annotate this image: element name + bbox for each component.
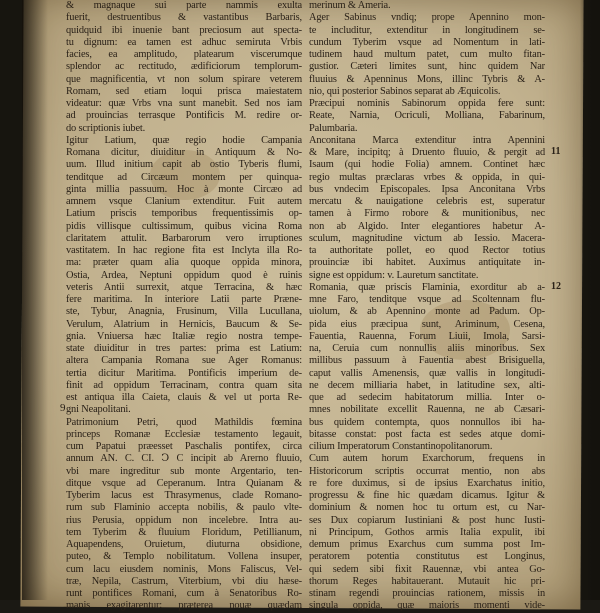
text-line: tertia dicitur Maritima. Pontificis imperium de- bbox=[66, 367, 302, 379]
text-line: annum AN. C. CI. Ↄ C incipit ab Arerno fluuio, bbox=[66, 453, 302, 465]
text-line: dominium & nomen hoc tu ortum est, cu Nar- bbox=[309, 502, 545, 514]
text-line: tenditque ad Circæum montem per quinqua- bbox=[66, 171, 302, 183]
text-line: ste, Tybur, Anagnia, Frusinum, Villa Lucullana, bbox=[66, 306, 302, 318]
text-line: Aquapendens, Oruietum, diuturna obsidione, bbox=[66, 539, 302, 550]
right-page-edge bbox=[580, 0, 600, 600]
text-line: na, Ceruia cum nonnullis aliis minoribus. Sex bbox=[309, 343, 545, 354]
text-line: cum lacu eiusdem nominis, Mons Faliscus, Vel- bbox=[66, 563, 302, 575]
text-line: amnem vsque Clanium extenditur. Fuit autem bbox=[66, 196, 302, 207]
text-line: uiolum, & ab Apennino monte ad Padum. Op- bbox=[309, 306, 545, 318]
text-line: fuerit, destruentibus & vastantibus Barbaris, bbox=[66, 12, 302, 24]
text-line: mne Faro, tenditque vsque ad Scoltennam flu- bbox=[309, 294, 545, 305]
text-line: vastitatem. In hac regione fita est Inclyta illa Ro- bbox=[66, 245, 302, 256]
text-line: cundum Tyberim vsque ad Nomentum in lati- bbox=[309, 36, 545, 48]
text-line: te includitur, extenditur in longitudinem se- bbox=[309, 24, 545, 36]
text-line: ditque vsque ad Ceperanum. Intra Quianam & bbox=[66, 477, 302, 489]
text-line: tem Tyberim & fluuium Floridum, Petillianum, bbox=[66, 526, 302, 538]
text-line: rum sub Flaminio accepta nobilis, & paulo vlte- bbox=[66, 502, 302, 514]
text-line: træ, Nepila, Castrum, Viterbium, vbi diu hæse- bbox=[66, 575, 302, 587]
text-line: pidis villisque cultissimum, quibus vicina Roma bbox=[66, 220, 302, 232]
text-line: do scriptionis iubet. bbox=[66, 122, 146, 134]
text-line: Palumbaria. bbox=[309, 122, 358, 134]
text-line: ginta millia passuum. Hoc à monte Circæo ad bbox=[66, 183, 302, 195]
text-line: Verulum, Alatrium in Hernicis, Baucum & Se- bbox=[66, 318, 302, 330]
text-line: nio, qui posterior Sabinos separat ab Æquicolis. bbox=[309, 85, 501, 97]
text-line: Fauentia, Rauenna, Forum Liuii, Imola, Sarsi- bbox=[309, 330, 545, 342]
text-line: manis exagitarentur: præterea nouæ quædam bbox=[66, 600, 302, 612]
text-line: claritatem attulit. Barbarorum vero irruptiones bbox=[66, 232, 302, 244]
text-line: Isaum (qui hodie Folia) amnem. Continet hæc bbox=[309, 159, 545, 171]
text-line: vbi mare ingreditur sub monte Argentario, ten- bbox=[66, 465, 302, 477]
text-line: videatur: quæ Vrbs vna sunt manebit. Sed nos iam bbox=[66, 98, 302, 109]
text-line: ma: præter quam alia quoque oppida minora, bbox=[66, 257, 302, 269]
margin-number: 12 bbox=[551, 281, 561, 292]
text-line: caput vallis Amenensis, quæ vallis in longitudi- bbox=[309, 367, 545, 379]
text-line: state diuiditur in tres partes: prima est Latium: bbox=[66, 343, 302, 354]
text-line: singula oppida, quæ maioris momenti vide- bbox=[309, 600, 545, 612]
text-line: tamen à Firmo robore & munitionibus, nec bbox=[309, 208, 545, 220]
text-line: facies, ea amplitudo, platearum viscerumque bbox=[66, 49, 302, 60]
text-line: Historicorum scriptis occurrat mentio, non abs bbox=[309, 465, 545, 477]
text-line: puteo, & Templo nobilitatum. Vollena insuper, bbox=[66, 551, 302, 563]
text-line: Romam, sed etiam loqui prisca maiestatem bbox=[66, 85, 302, 97]
text-line: finit ad oppidum Terracinam, contra quam sita bbox=[66, 379, 302, 391]
text-line: thorum Reges habitauerant. Mutauit hic pri- bbox=[309, 575, 545, 587]
text-line: demum primus Exarchus cum summa post Im- bbox=[309, 539, 545, 550]
text-line: mnes nobilitate excellit Rauenna, ne ab Cæsari- bbox=[309, 404, 545, 416]
text-line: bus vndecim Episcopales. Ipsa Anconitana Vrbs bbox=[309, 183, 545, 195]
text-line: Præcipui nominis Sabinorum oppida fere sunt: bbox=[309, 98, 545, 109]
text-line: princeps Romanæ Ecclesiæ testamento legauit, bbox=[66, 428, 302, 440]
text-line: pida eius præcipua sunt, Ariminum, Cesena, bbox=[309, 318, 545, 330]
text-line: qui sedem sibi fixit Rauennæ, vbi antea Go- bbox=[309, 563, 545, 575]
text-line: Reate, Narnia, Ocriculi, Molliana, Fabarinum, bbox=[309, 110, 545, 122]
right-text-column bbox=[309, 0, 545, 613]
text-line: Cum autem horum Exarchorum, frequens in bbox=[309, 453, 545, 465]
text-line: gni Neapolitani. bbox=[66, 404, 131, 416]
text-line: ad prouincias terrasque Pontificis M. redire or- bbox=[66, 110, 302, 122]
text-line: cilium Imperatorum Constantinopolitanorum. bbox=[309, 441, 493, 452]
text-line: gustior. Cæteri limites sunt, hinc quidem Nar bbox=[309, 61, 545, 73]
text-line: progressu & fine hic quædam dicamus. Igitur & bbox=[309, 490, 545, 501]
text-line: tu dignum: ea tamen est adhuc semiruta Vrbis bbox=[66, 36, 302, 48]
text-line: bitasse constat: post facta est sedes atque domi- bbox=[309, 428, 545, 440]
text-line: ta authoritate pollet, eo quod Rector totius bbox=[309, 245, 545, 256]
text-line: & Mare, incipitq; à Druento fluuio, & pergit ad bbox=[309, 147, 545, 158]
text-line: non ab Algido. Inter elegantiores habetur A- bbox=[309, 220, 545, 232]
text-line: stinam regendi prouincias rationem, missis in bbox=[309, 588, 545, 599]
text-line: regio multas præclaras vrbes & oppida, in qui- bbox=[309, 171, 545, 183]
text-line: rius Perusia, oppidum non incelebre. Intra au- bbox=[66, 514, 302, 526]
text-line: est antiqua illa Caieta, clauis & vel ut porta Re- bbox=[66, 392, 302, 403]
text-line: prouinciæ ibi habitet. Auximus antiquitate in- bbox=[309, 257, 545, 269]
text-line: Ager Sabinus vndiq; prope Apennino mon- bbox=[309, 12, 545, 24]
text-line: signe est oppidum: v. Lauretum sanctitate. bbox=[309, 269, 479, 281]
text-line: ne decem milliaria habet, in latitudine sex, alti- bbox=[309, 379, 545, 391]
text-line: quidquid ibi inuenie bant preciosum aut specta- bbox=[66, 24, 302, 36]
text-line: gnia. Vniuersa hæc Italiæ regio nostra tempe- bbox=[66, 330, 302, 342]
text-line: mercatu & nauigatione celebris est, superatur bbox=[309, 196, 545, 207]
text-line: fere maritima. In interiore Latii parte Præne- bbox=[66, 294, 302, 305]
text-line: altera Campania Romana sue Ager Romanus: bbox=[66, 355, 302, 367]
text-line: Tyberim lacus est Thrasymenus, clade Romano- bbox=[66, 490, 302, 501]
text-line: Romania, quæ priscis Flaminia, exorditur ab a- bbox=[309, 281, 545, 293]
text-line: re fore duximus, si de ipsius Exarchatus initio, bbox=[309, 477, 545, 489]
text-line: ni Principum, Gothos armis Italia expulit, ibi bbox=[309, 526, 545, 538]
margin-number: 11 bbox=[551, 146, 561, 157]
text-line: tudinem haud multum patet, cum multo fitan- bbox=[309, 49, 545, 60]
text-line: que magnificentia, vt non solum spirare veterem bbox=[66, 73, 302, 85]
left-text-column bbox=[66, 0, 302, 613]
text-line: peratorem potentia constitutus est Longinus, bbox=[309, 551, 545, 563]
text-line: ses Dux copiarum Iustiniani & post hunc Iusti- bbox=[309, 514, 545, 526]
text-line: merinum & Ameria. bbox=[309, 0, 391, 11]
gutter-shadow bbox=[22, 0, 48, 600]
text-line: Romana dicitur, diuiditur in Antiquum & No- bbox=[66, 147, 302, 158]
text-line: fluuius & Apenninus Mons, illinc Tybris & A- bbox=[309, 73, 545, 85]
text-line: sculum, magnitudine victum ab Iessio. Macera- bbox=[309, 232, 545, 244]
text-line: Igitur Latium, quæ regio hodie Campania bbox=[66, 134, 302, 146]
text-line: veteris Antii surrexit, atque Terracina, & hæc bbox=[66, 281, 302, 293]
text-line: & magnaque sui parte nammis exulta bbox=[66, 0, 302, 11]
text-line: Anconitana Marca extenditur intra Apennini bbox=[309, 134, 545, 146]
paragraph-marker: 9 bbox=[60, 402, 66, 414]
text-line: Latium priscis temporibus frequentissimis op- bbox=[66, 208, 302, 220]
text-line: Patrimonium Petri, quod Mathildis fœmina bbox=[66, 416, 302, 428]
text-line: millibus passuum à Fauentia abest Brisiguella, bbox=[309, 355, 545, 367]
text-line: runt pontifices Romani, cum à Senatoribus Ro- bbox=[66, 588, 302, 599]
text-line: bus quidem contempta, quos nonnullos ibi ha- bbox=[309, 416, 545, 428]
text-line: splendor ac rectitudo, ædificiorum templorum- bbox=[66, 61, 302, 73]
text-line: Ostia, Ardea, Neptuni oppidum quod è ruinis bbox=[66, 269, 302, 281]
text-line: uum. Illud initium capit ab ostio Tyberis flumi, bbox=[66, 159, 302, 171]
text-line: cum Papatui præesset Paschalis pontifex, circa bbox=[66, 441, 302, 452]
text-line: que ad sedecim habitatorum millia. Inter o- bbox=[309, 392, 545, 403]
